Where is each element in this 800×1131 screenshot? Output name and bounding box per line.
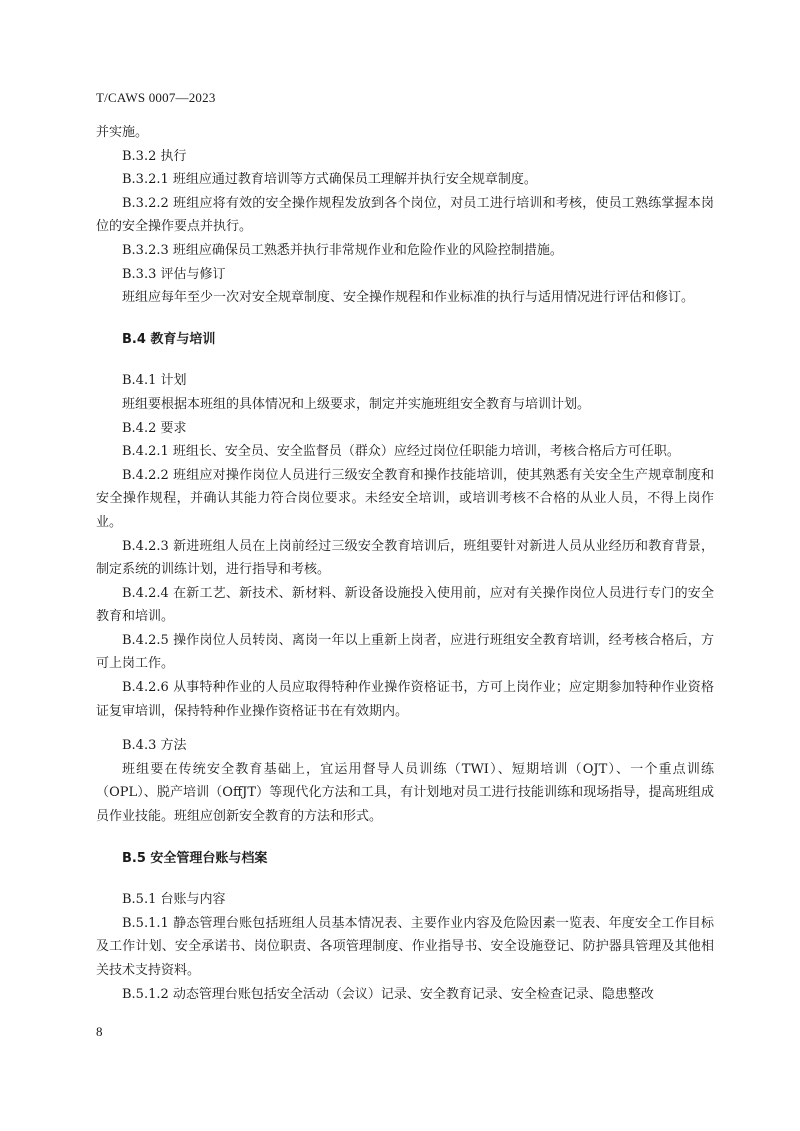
page-number: 8 <box>96 1024 103 1039</box>
clause-b-4-1-text: 班组要根据本班组的具体情况和上级要求，制定并实施班组安全教育与培训计划。 <box>122 396 591 412</box>
clause-b-4-2-2: B.4.2.2 班组应对操作岗位人员进行三级安全教育和操作技能培训，使其熟悉有关安全生产规章制度和安全操作规程，并确认其能力符合岗位要求。未经安全培训，或培训考核不合格的从业人员，不得上岗作业。 <box>96 467 714 530</box>
standard-number-header: T/CAWS 0007—2023 <box>96 90 216 105</box>
clause-b-4-3-heading: B.4.3 方法 <box>122 738 187 754</box>
clause-b-4-2-heading: B.4.2 要求 <box>122 420 187 436</box>
clause-b-3-2-heading: B.3.2 执行 <box>122 148 187 164</box>
clause-b-3-2-1: B.3.2.1 班组应通过教育培训等方式确保员工理解并执行安全规章制度。 <box>122 172 537 188</box>
clause-b-3-2-2: B.3.2.2 班组应将有效的安全操作规程发放到各个岗位，对员工进行培训和考核，使员工熟练掌握本岗位的安全操作要点并执行。 <box>96 195 714 235</box>
paragraph-continuation: 并实施。 <box>96 125 149 140</box>
clause-b-4-2-1: B.4.2.1 班组长、安全员、安全监督员（群众）应经过岗位任职能力培训，考核合格后方可任职。 <box>122 444 680 460</box>
clause-b-5-1-heading: B.5.1 台账与内容 <box>122 892 226 908</box>
section-b-5-heading: B.5 安全管理台账与档案 <box>122 850 268 866</box>
clause-b-4-2-6: B.4.2.6 从事特种作业的人员应取得特种作业操作资格证书，方可上岗作业；应定期参加特种作业资格证复审培训，保持特种作业操作资格证书在有效期内。 <box>96 680 714 719</box>
clause-b-4-3-text: 班组要在传统安全教育基础上，宜运用督导人员训练（TWI）、短期培训（OJT）、一个重点训练（OPL）、脱产培训（OffJT）等现代化方法和工具，有计划地对员工进行技能训练和现场指导，提高班组成员作业技能。班组应创新安全教育的方法和形式。 <box>96 761 714 825</box>
clause-b-3-2-3: B.3.2.3 班组应确保员工熟悉并执行非常规作业和危险作业的风险控制措施。 <box>122 242 563 258</box>
clause-b-5-1-1: B.5.1.1 静态管理台账包括班组人员基本情况表、主要作业内容及危险因素一览表、年度安全工作目标及工作计划、安全承诺书、岗位职责、各项管理制度、作业指导书、安全设施登记、防护器具管理及其他相关技术支持资料。 <box>96 915 714 978</box>
clause-b-3-3-heading: B.3.3 评估与修订 <box>122 266 226 282</box>
clause-b-3-3-text: 班组应每年至少一次对安全规章制度、安全操作规程和作业标准的执行与适用情况进行评估和修订。 <box>122 290 695 306</box>
clause-b-4-2-5: B.4.2.5 操作岗位人员转岗、离岗一年以上重新上岗者，应进行班组安全教育培训，经考核合格后，方可上岗工作。 <box>96 632 714 672</box>
clause-b-4-2-3: B.4.2.3 新进班组人员在上岗前经过三级安全教育培训后，班组要针对新进人员从业经历和教育背景，制定系统的训练计划，进行指导和考核。 <box>96 538 714 578</box>
document-body <box>96 121 714 1006</box>
clause-b-5-1-2: B.5.1.2 动态管理台账包括安全活动（会议）记录、安全教育记录、安全检查记录、隐患整改 <box>122 986 654 1002</box>
section-b-4-heading: B.4 教育与培训 <box>122 331 216 347</box>
clause-b-4-1-heading: B.4.1 计划 <box>122 373 187 389</box>
clause-b-4-2-4: B.4.2.4 在新工艺、新技术、新材料、新设备设施投入使用前，应对有关操作岗位人员进行专门的安全教育和培训。 <box>96 585 714 625</box>
